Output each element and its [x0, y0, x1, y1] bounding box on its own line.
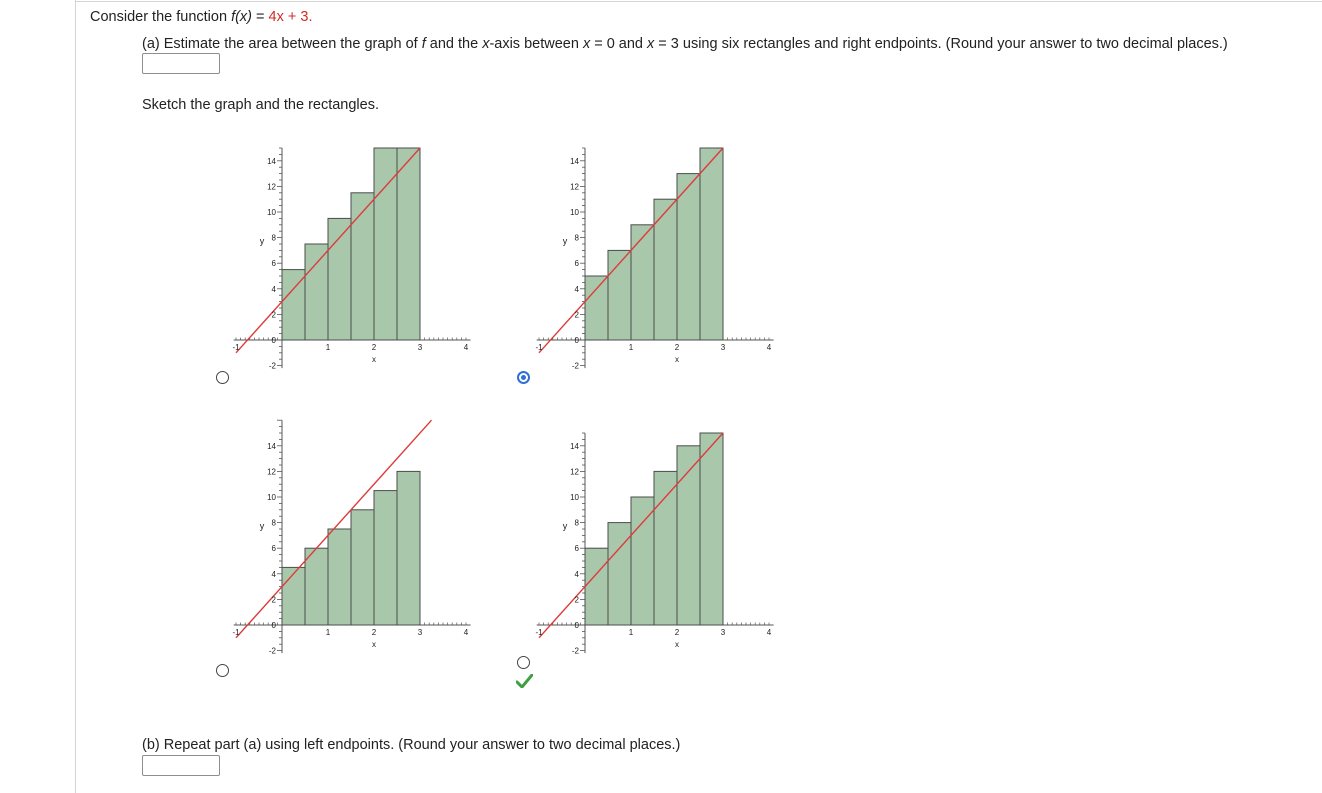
x-tick-label: 3: [720, 628, 726, 637]
riemann-rectangle: [677, 446, 700, 625]
y-tick-label: 8: [271, 233, 276, 243]
y-tick-label: 2: [574, 310, 579, 320]
riemann-rectangle: [654, 471, 677, 625]
part-a-text: -axis between: [489, 36, 583, 52]
y-tick-label: 6: [271, 544, 276, 554]
riemann-rectangle: [700, 433, 723, 625]
riemann-rectangle: [305, 244, 328, 340]
question-intro: [90, 9, 312, 25]
option-2-graph: [533, 140, 833, 420]
riemann-rectangle: [631, 225, 654, 340]
riemann-rectangle: [631, 497, 654, 625]
option-2-radio[interactable]: [517, 371, 530, 384]
x-tick-label: -1: [535, 628, 543, 637]
riemann-rectangle: [351, 193, 374, 340]
function-lhs: f(x): [231, 9, 252, 25]
riemann-rectangle: [351, 510, 374, 625]
check-mark-icon: [516, 674, 533, 688]
x-tick-label: 3: [417, 628, 423, 637]
y-tick-label: 0: [574, 621, 579, 630]
part-a-x-variable: x: [582, 36, 591, 52]
option-1-graph: [230, 140, 530, 420]
x-tick-label: -1: [232, 343, 240, 352]
x-tick-label: 1: [628, 343, 634, 352]
y-tick-label: -2: [571, 361, 579, 371]
y-axis-label: y: [259, 236, 265, 246]
y-tick-label: 12: [267, 467, 276, 477]
y-tick-label: -2: [268, 361, 276, 371]
riemann-rectangle: [585, 276, 608, 340]
sketch-prompt: Sketch the graph and the rectangles.: [142, 97, 379, 113]
y-tick-label: 0: [271, 336, 276, 345]
x-tick-label: 4: [766, 628, 772, 637]
y-tick-label: 4: [574, 569, 579, 579]
x-tick-label: 2: [371, 628, 377, 637]
riemann-rectangle: [397, 471, 420, 625]
riemann-rectangle: [608, 523, 631, 625]
riemann-rectangle: [585, 548, 608, 625]
x-tick-label: 1: [325, 343, 331, 352]
option-4-radio[interactable]: [517, 656, 530, 669]
y-tick-label: 4: [271, 284, 276, 294]
y-tick-label: 14: [267, 156, 276, 166]
y-tick-label: -2: [268, 646, 276, 656]
option-4-graph: [533, 425, 833, 705]
y-tick-label: 12: [570, 182, 579, 192]
riemann-rectangle: [305, 548, 328, 625]
part-a-text: Estimate the area between the graph of: [159, 36, 422, 52]
x-tick-label: 2: [674, 628, 680, 637]
y-tick-label: -2: [571, 646, 579, 656]
part-a-text: and the: [425, 36, 483, 52]
y-tick-label: 6: [271, 259, 276, 269]
option-3-graph: [230, 425, 530, 705]
y-tick-label: 2: [574, 595, 579, 605]
y-tick-label: 14: [570, 441, 579, 451]
equals-sign: =: [252, 9, 269, 25]
y-tick-label: 10: [570, 208, 579, 217]
y-tick-label: 12: [267, 182, 276, 192]
y-tick-label: 8: [574, 233, 579, 243]
option-1-radio[interactable]: [216, 371, 229, 384]
x-tick-label: 1: [628, 628, 634, 637]
option-3-radio[interactable]: [216, 664, 229, 677]
y-tick-label: 6: [574, 544, 579, 554]
x-tick-label: -1: [535, 343, 543, 352]
x-axis-label: x: [675, 355, 679, 364]
x-axis-label: x: [675, 640, 679, 649]
y-tick-label: 8: [271, 518, 276, 528]
content-frame-left-border: [75, 0, 76, 793]
part-a-f-symbol: f: [421, 36, 426, 52]
y-axis-label: y: [562, 521, 568, 531]
x-tick-label: 4: [463, 628, 469, 637]
y-tick-label: 4: [271, 569, 276, 579]
x-axis-label: x: [372, 640, 376, 649]
y-tick-label: 6: [574, 259, 579, 269]
y-tick-label: 8: [574, 518, 579, 528]
x-tick-label: 3: [720, 343, 726, 352]
riemann-rectangle: [374, 491, 397, 625]
y-tick-label: 0: [271, 621, 276, 630]
y-tick-label: 10: [570, 493, 579, 502]
y-axis-label: y: [259, 521, 265, 531]
part-a-prompt: [142, 36, 1228, 52]
part-a-x-variable: x: [647, 36, 655, 52]
content-frame-top-border: [76, 1, 1322, 2]
y-tick-label: 10: [267, 208, 276, 217]
part-a-label: (a): [142, 36, 160, 52]
riemann-rectangle: [700, 148, 723, 340]
part-a-answer-input[interactable]: [142, 53, 220, 74]
part-a-text: = 3 using six rectangles and right endpoints. (Round your answer to two decimal places.): [654, 36, 1228, 52]
y-tick-label: 14: [570, 156, 579, 166]
riemann-rectangle: [282, 567, 305, 625]
function-rhs: 4x + 3: [268, 9, 309, 25]
intro-suffix: .: [308, 9, 313, 25]
x-tick-label: 2: [674, 343, 680, 352]
y-tick-label: 10: [267, 493, 276, 502]
riemann-rectangle: [677, 174, 700, 340]
x-tick-label: -1: [232, 628, 240, 637]
y-tick-label: 0: [574, 336, 579, 345]
part-b-prompt: (b) Repeat part (a) using left endpoints. (Round your answer to two decimal places.): [142, 737, 681, 753]
x-tick-label: 4: [766, 343, 772, 352]
riemann-rectangle: [328, 529, 351, 625]
y-tick-label: 4: [574, 284, 579, 294]
y-axis-label: y: [562, 236, 568, 246]
x-tick-label: 2: [371, 343, 377, 352]
x-tick-label: 3: [417, 343, 423, 352]
y-tick-label: 2: [271, 310, 276, 320]
x-axis-label: x: [372, 355, 376, 364]
riemann-rectangle: [397, 148, 420, 340]
x-tick-label: 1: [325, 628, 331, 637]
y-tick-label: 12: [570, 467, 579, 477]
x-tick-label: 4: [463, 343, 469, 352]
part-b-answer-input[interactable]: [142, 755, 220, 776]
part-a-x-variable: x: [482, 36, 490, 52]
y-tick-label: 14: [267, 441, 276, 451]
intro-prefix: Consider the function: [90, 9, 232, 25]
part-a-text: = 0 and: [590, 36, 648, 52]
y-tick-label: 2: [271, 595, 276, 605]
